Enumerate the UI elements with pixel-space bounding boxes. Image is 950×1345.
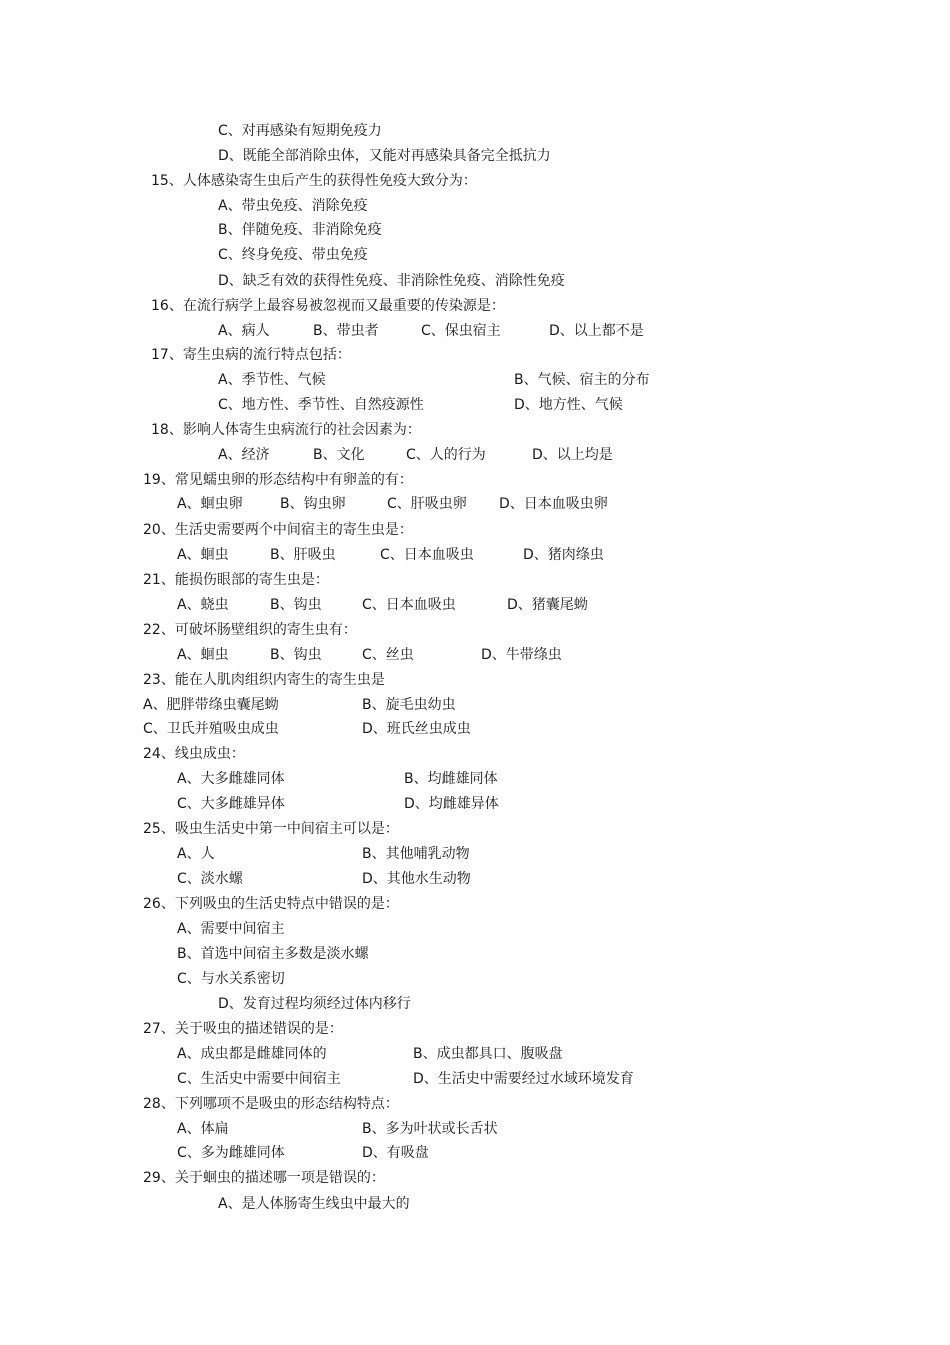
option-c-27: C、生活史中需要中间宿主 [177,1071,341,1087]
question-22: 22、可破坏肠壁组织的寄生虫有： [143,622,357,638]
question-27: 27、关于吸虫的描述错误的是： [143,1021,343,1037]
option-c-23: C、卫氏并殖吸虫成虫 [143,721,279,737]
option-d-21: D、猪囊尾蚴 [507,597,588,613]
option-b-20: B、肝吸虫 [270,547,336,563]
question-23: 23、能在人肌肉组织内寄生的寄生虫是 [143,672,385,688]
option-a-18: A、经济 [218,447,270,463]
option-b-22: B、钩虫 [270,647,322,663]
option-a-28: A、体扁 [177,1121,229,1137]
option-d-15: D、缺乏有效的获得性免疫、非消除性免疫、消除性免疫 [218,273,565,289]
question-18: 18、影响人体寄生虫病流行的社会因素为： [151,422,421,438]
option-b-21: B、钩虫 [270,597,322,613]
option-a-27: A、成虫都是雌雄同体的 [177,1046,327,1062]
option-b-16: B、带虫者 [313,323,379,339]
option-a-16: A、病人 [218,323,270,339]
question-19: 19、常见蠕虫卵的形态结构中有卵盖的有： [143,472,413,488]
option-b-18: B、文化 [313,447,365,463]
option-a-29: A、是人体肠寄生线虫中最大的 [218,1196,410,1212]
option-d-25: D、其他水生动物 [362,871,471,887]
question-15: 15、人体感染寄生虫后产生的获得性免疫大致分为： [151,173,477,189]
option-b-25: B、其他哺乳动物 [362,846,470,862]
option-c-25: C、淡水螺 [177,871,243,887]
option-c-22: C、丝虫 [362,647,414,663]
option-b-19: B、钩虫卵 [280,496,346,512]
question-24: 24、线虫成虫： [143,746,245,762]
option-a-19: A、蛔虫卵 [177,496,243,512]
option-b-24: B、均雌雄同体 [404,771,498,787]
option-c-26: C、与水关系密切 [177,971,285,987]
option-d-26: D、发育过程均须经过体内移行 [218,996,411,1012]
option-c-17: C、地方性、季节性、自然疫源性 [218,397,424,413]
question-16: 16、在流行病学上最容易被忽视而又最重要的传染源是： [151,298,505,314]
option-b-27: B、成虫都具口、腹吸盘 [413,1046,563,1062]
question-25: 25、吸虫生活史中第一中间宿主可以是： [143,821,399,837]
option-b-23: B、旋毛虫幼虫 [362,697,456,713]
option-a-22: A、蛔虫 [177,647,229,663]
option-d-20: D、猪肉绦虫 [523,547,604,563]
option-d-19: D、日本血吸虫卵 [499,496,608,512]
option-a-17: A、季节性、气候 [218,372,326,388]
option-c-15: C、终身免疫、带虫免疫 [218,247,368,263]
option-a-26: A、需要中间宿主 [177,921,285,937]
option-c-18: C、人的行为 [406,447,486,463]
option-a-15: A、带虫免疫、消除免疫 [218,198,368,214]
option-a-20: A、蛔虫 [177,547,229,563]
option-c-21: C、日本血吸虫 [362,597,456,613]
option-a-23: A、肥胖带绦虫囊尾蚴 [143,697,279,713]
option-c-19: C、肝吸虫卵 [387,496,467,512]
option-b-17: B、气候、宿主的分布 [514,372,650,388]
option-b-26: B、首选中间宿主多数是淡水螺 [177,946,369,962]
option-d-28: D、有吸盘 [362,1145,429,1161]
option-d-18: D、以上均是 [532,447,613,463]
option-d-17: D、地方性、气候 [514,397,623,413]
option-d-27: D、生活史中需要经过水域环境发育 [413,1071,634,1087]
option-d-24: D、均雌雄异体 [404,796,499,812]
option-c-24: C、大多雌雄异体 [177,796,285,812]
question-20: 20、生活史需要两个中间宿主的寄生虫是： [143,522,413,538]
question-26: 26、下列吸虫的生活史特点中错误的是： [143,896,399,912]
option-b-15: B、伴随免疫、非消除免疫 [218,222,382,238]
option-a-21: A、蛲虫 [177,597,229,613]
option-a-24: A、大多雌雄同体 [177,771,285,787]
option-b-28: B、多为叶状或长舌状 [362,1121,498,1137]
question-17: 17、寄生虫病的流行特点包括： [151,347,351,363]
option-c-28: C、多为雌雄同体 [177,1145,285,1161]
question-28: 28、下列哪项不是吸虫的形态结构特点： [143,1096,399,1112]
option-d-22: D、牛带绦虫 [481,647,562,663]
option-d-23: D、班氏丝虫成虫 [362,721,471,737]
option-c-20: C、日本血吸虫 [380,547,474,563]
option-c-14: C、对再感染有短期免疫力 [218,123,382,139]
option-d-14: D、既能全部消除虫体，又能对再感染具备完全抵抗力 [218,148,551,164]
question-29: 29、关于蛔虫的描述哪一项是错误的： [143,1170,385,1186]
option-a-25: A、人 [177,846,215,862]
option-d-16: D、以上都不是 [549,323,644,339]
question-21: 21、能损伤眼部的寄生虫是： [143,572,329,588]
option-c-16: C、保虫宿主 [421,323,501,339]
